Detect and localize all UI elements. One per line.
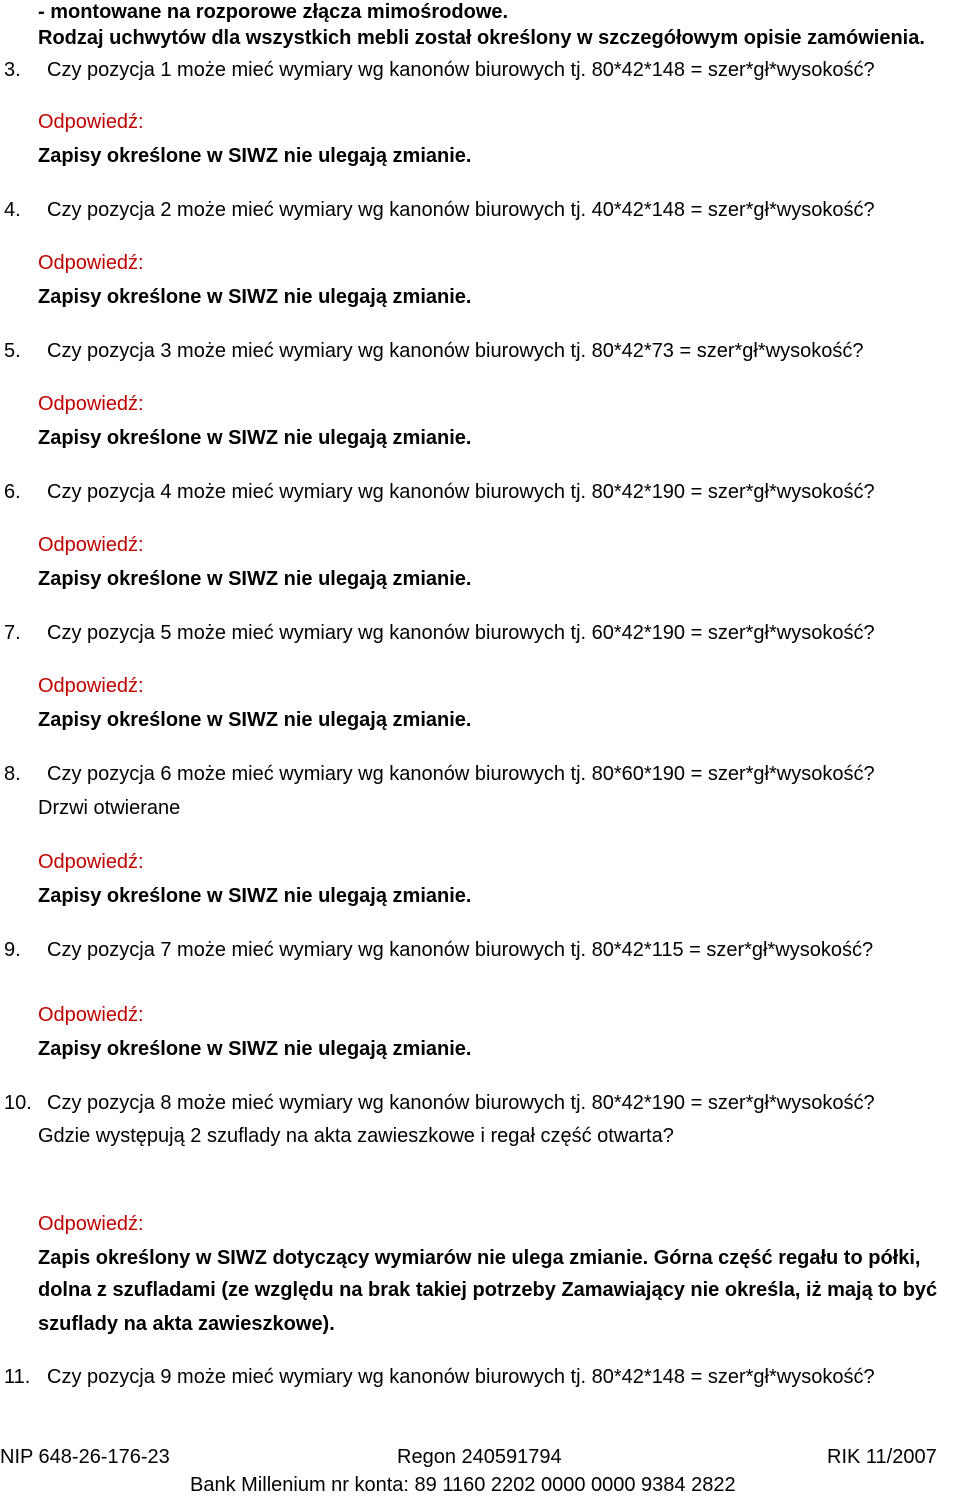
question-number: 4.	[4, 199, 21, 221]
intro-line-1: - montowane na rozporowe złącza mimośrodowe.	[38, 1, 509, 23]
question-number: 9.	[4, 939, 21, 961]
question-text: Czy pozycja 6 może mieć wymiary wg kanonów biurowych tj. 80*60*190 = szer*gł*wysokość?	[47, 763, 875, 785]
answer-label: Odpowiedź:	[38, 393, 144, 415]
question-text: Czy pozycja 8 może mieć wymiary wg kanonów biurowych tj. 80*42*190 = szer*gł*wysokość?	[47, 1092, 875, 1114]
answer-text: Zapisy określone w SIWZ nie ulegają zmianie.	[38, 568, 472, 590]
question-number: 3.	[4, 59, 21, 81]
question-number: 7.	[4, 622, 21, 644]
answer-label: Odpowiedź:	[38, 675, 144, 697]
question-text: Czy pozycja 5 może mieć wymiary wg kanonów biurowych tj. 60*42*190 = szer*gł*wysokość?	[47, 622, 875, 644]
answer-text: Zapisy określone w SIWZ nie ulegają zmianie.	[38, 709, 472, 731]
question-text: Czy pozycja 4 może mieć wymiary wg kanonów biurowych tj. 80*42*190 = szer*gł*wysokość?	[47, 481, 875, 503]
answer-label: Odpowiedź:	[38, 1213, 144, 1235]
footer-nip: NIP 648-26-176-23	[0, 1446, 170, 1468]
intro-line-2: Rodzaj uchwytów dla wszystkich mebli został określony w szczegółowym opisie zamówienia.	[38, 27, 925, 49]
question-extra-text: Gdzie występują 2 szuflady na akta zawieszkowe i regał część otwarta?	[38, 1125, 674, 1147]
question-text: Czy pozycja 2 może mieć wymiary wg kanonów biurowych tj. 40*42*148 = szer*gł*wysokość?	[47, 199, 875, 221]
question-text: Czy pozycja 1 może mieć wymiary wg kanonów biurowych tj. 80*42*148 = szer*gł*wysokość?	[47, 59, 875, 81]
answer-text-line-2: dolna z szufladami (ze względu na brak takiej potrzeby Zamawiający nie określa, iż mają to być	[38, 1279, 938, 1301]
question-text: Czy pozycja 7 może mieć wymiary wg kanonów biurowych tj. 80*42*115 = szer*gł*wysokość?	[47, 939, 874, 961]
answer-label: Odpowiedź:	[38, 252, 144, 274]
answer-label: Odpowiedź:	[38, 111, 144, 133]
footer-regon: Regon 240591794	[397, 1446, 562, 1468]
question-number: 6.	[4, 481, 21, 503]
question-number: 10.	[4, 1092, 32, 1114]
answer-label: Odpowiedź:	[38, 851, 144, 873]
question-text: Czy pozycja 9 może mieć wymiary wg kanonów biurowych tj. 80*42*148 = szer*gł*wysokość?	[47, 1366, 875, 1388]
answer-text: Zapisy określone w SIWZ nie ulegają zmianie.	[38, 286, 472, 308]
answer-label: Odpowiedź:	[38, 1004, 144, 1026]
footer-rik: RIK 11/2007	[827, 1446, 937, 1468]
answer-text-line-3: szuflady na akta zawieszkowe).	[38, 1313, 335, 1335]
question-number: 5.	[4, 340, 21, 362]
question-extra-text: Drzwi otwierane	[38, 797, 181, 819]
question-text: Czy pozycja 3 może mieć wymiary wg kanonów biurowych tj. 80*42*73 = szer*gł*wysokość?	[47, 340, 864, 362]
answer-text: Zapisy określone w SIWZ nie ulegają zmianie.	[38, 145, 472, 167]
answer-text: Zapisy określone w SIWZ nie ulegają zmianie.	[38, 885, 472, 907]
answer-label: Odpowiedź:	[38, 534, 144, 556]
question-number: 8.	[4, 763, 21, 785]
footer-bank-account: Bank Millenium nr konta: 89 1160 2202 0000 0000 9384 2822	[190, 1474, 736, 1496]
answer-text-line-1: Zapis określony w SIWZ dotyczący wymiarów nie ulega zmianie. Górna część regału to półki,	[38, 1247, 921, 1269]
answer-text: Zapisy określone w SIWZ nie ulegają zmianie.	[38, 427, 472, 449]
question-number: 11.	[4, 1366, 31, 1388]
answer-text: Zapisy określone w SIWZ nie ulegają zmianie.	[38, 1038, 472, 1060]
